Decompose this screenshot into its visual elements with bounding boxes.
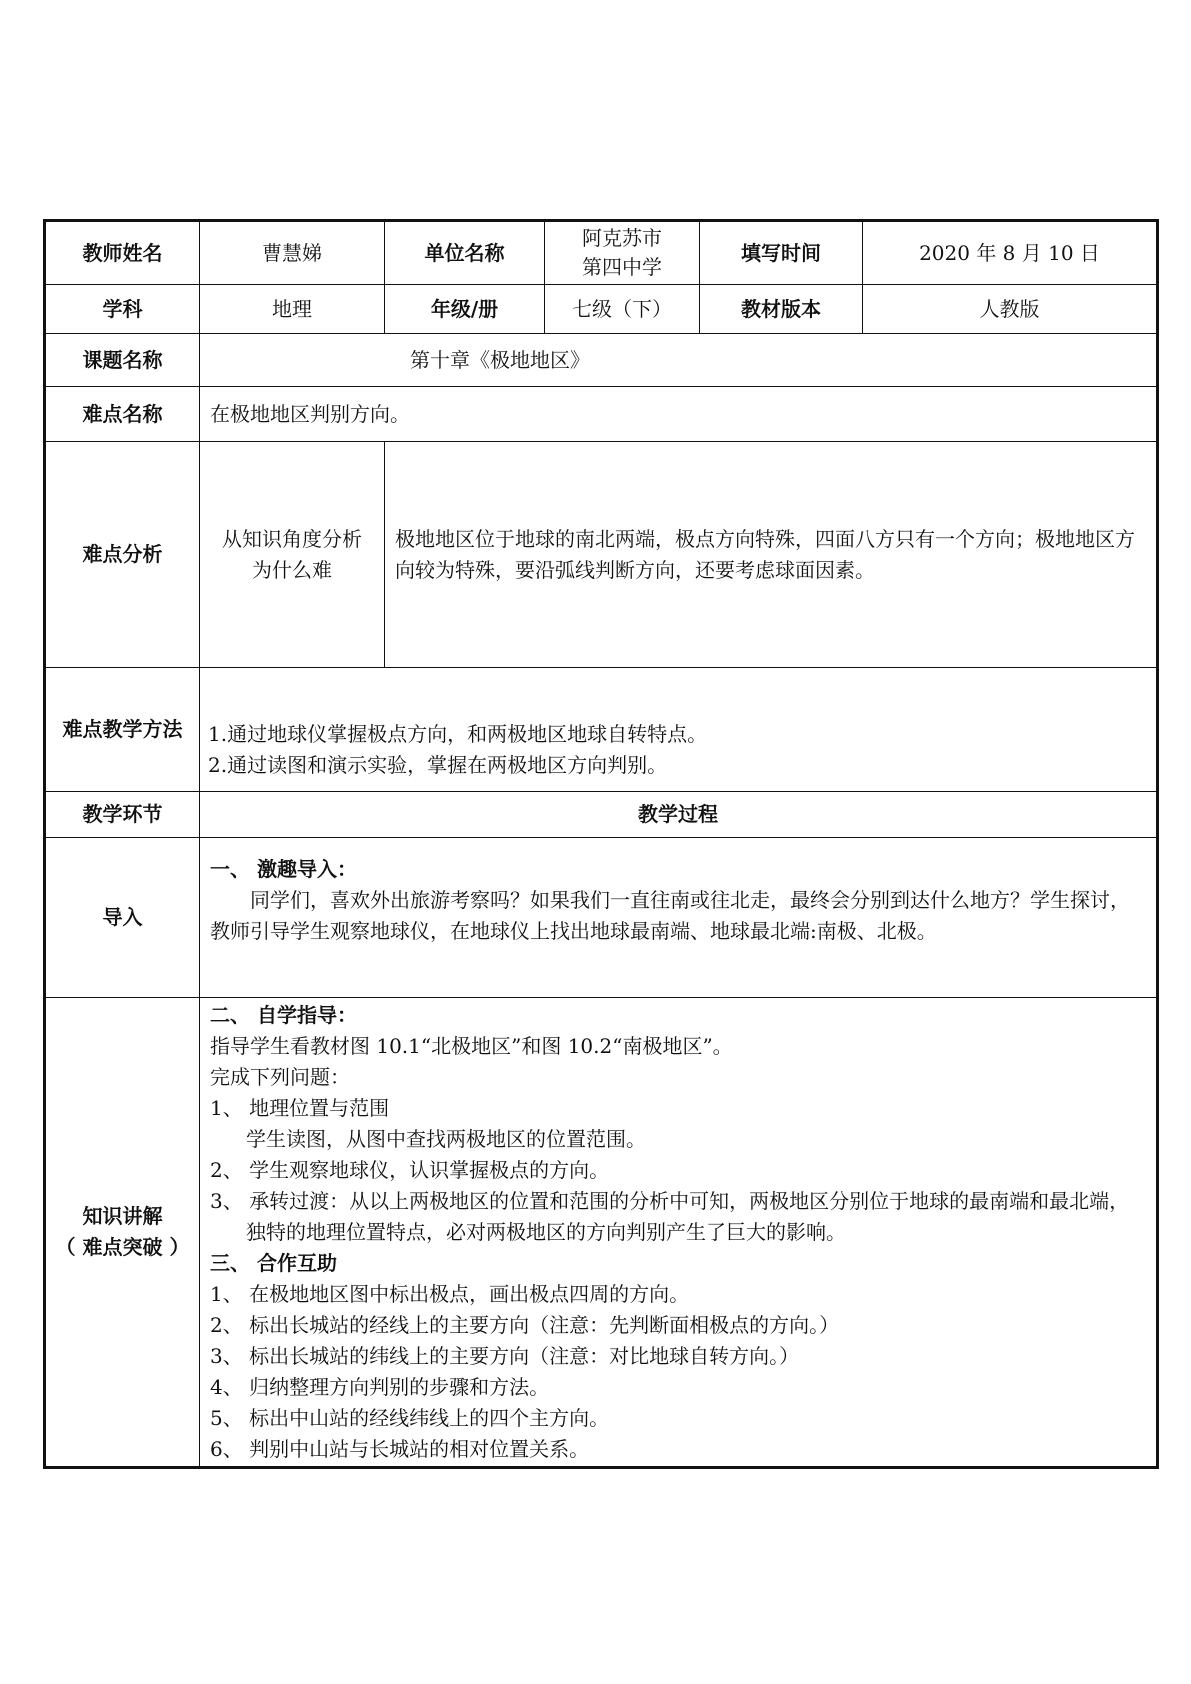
coop-item-6: 6、 判别中山站与长城站的相对位置关系。 — [210, 1437, 590, 1461]
difficulty-row — [45, 387, 1158, 442]
self-study-heading: 二、 自学指导： — [210, 1003, 357, 1027]
coop-item-3: 3、 标出长城站的纬线上的主要方向（注意：对比地球自转方向。） — [210, 1344, 800, 1368]
method-cell — [200, 668, 1158, 792]
difficulty-value: 在极地地区判别方向。 — [200, 387, 1158, 442]
coop-item-1: 1、 在极地地区图中标出极点，画出极点四周的方向。 — [210, 1282, 690, 1306]
intro-stage-label: 导入 — [45, 838, 200, 998]
process-column-label: 教学过程 — [200, 792, 1158, 838]
textbook-label: 教材版本 — [700, 285, 863, 334]
analysis-text: 极地地区位于地球的南北两端，极点方向特殊，四面八方只有一个方向；极地地区方向较为特殊，要沿弧线判断方向，还要考虑球面因素。 — [385, 442, 1158, 668]
textbook-value: 人教版 — [863, 285, 1158, 334]
knowledge-row — [45, 998, 1158, 1468]
knowledge-stage-line2: （ 难点突破 ） — [55, 1235, 190, 1259]
analysis-row — [45, 442, 1158, 668]
teacher-name-value: 曹慧娣 — [200, 221, 385, 285]
analysis-sub-label-line1: 从知识角度分析 — [222, 526, 362, 551]
analysis-sub-label — [200, 442, 385, 668]
unit-name-line1: 阿克苏市 — [582, 226, 662, 250]
grade-value: 七级（下） — [545, 285, 700, 334]
unit-name-value — [545, 221, 700, 285]
topic-label: 课题名称 — [45, 334, 200, 387]
subject-value: 地理 — [200, 285, 385, 334]
self-study-complete: 完成下列问题： — [210, 1065, 350, 1089]
question-3: 3、 承转过渡：从以上两极地区的位置和范围的分析中可知，两极地区分别位于地球的最南端和最北端，独特的地理位置特点，必对两极地区的方向判别产生了巨大的影响。 — [210, 1189, 1130, 1244]
coop-item-5: 5、 标出中山站的经线纬线上的四个主方向。 — [210, 1406, 610, 1430]
header-row-2 — [45, 285, 1158, 334]
knowledge-content — [200, 998, 1158, 1468]
fill-date-label: 填写时间 — [700, 221, 863, 285]
question-1: 1、 地理位置与范围 — [210, 1096, 390, 1120]
fill-date-value: 2020 年 8 月 10 日 — [863, 221, 1158, 285]
topic-value: 第十章《极地地区》 — [410, 347, 590, 372]
teacher-name-label: 教师姓名 — [45, 221, 200, 285]
subject-label: 学科 — [45, 285, 200, 334]
knowledge-stage-line1: 知识讲解 — [82, 1204, 163, 1228]
knowledge-stage-label — [45, 998, 200, 1468]
coop-item-2: 2、 标出长城站的经线上的主要方向（注意：先判断面相极点的方向。） — [210, 1313, 840, 1337]
intro-paragraph: 同学们，喜欢外出旅游考察吗？如果我们一直往南或往北走，最终会分别到达什么地方？学生探讨，教师引导学生观察地球仪，在地球仪上找出地球最南端、地球最北端:南极、北极。 — [210, 888, 1130, 943]
question-1-detail: 学生读图，从图中查找两极地区的位置范围。 — [246, 1127, 646, 1151]
method-line-2: 2.通过读图和演示实验，掌握在两极地区方向判别。 — [208, 752, 668, 777]
analysis-sub-label-line2: 为什么难 — [252, 557, 332, 582]
intro-heading: 一、 激趣导入： — [210, 857, 357, 881]
header-row-1 — [45, 221, 1158, 285]
topic-cell — [200, 334, 1158, 387]
method-row — [45, 668, 1158, 792]
method-label: 难点教学方法 — [45, 668, 200, 792]
stage-column-label: 教学环节 — [45, 792, 200, 838]
method-line-1: 1.通过地球仪掌握极点方向，和两极地区地球自转特点。 — [208, 721, 708, 746]
cooperation-heading: 三、 合作互助 — [210, 1251, 337, 1275]
intro-row — [45, 838, 1158, 998]
coop-item-4: 4、 归纳整理方向判别的步骤和方法。 — [210, 1375, 550, 1399]
lesson-plan-table — [43, 219, 1159, 1469]
lesson-plan-form — [43, 219, 1156, 1469]
difficulty-label: 难点名称 — [45, 387, 200, 442]
question-2: 2、 学生观察地球仪，认识掌握极点的方向。 — [210, 1158, 610, 1182]
unit-name-line2: 第四中学 — [582, 255, 662, 279]
analysis-label: 难点分析 — [45, 442, 200, 668]
intro-content — [200, 838, 1158, 998]
process-header-row — [45, 792, 1158, 838]
unit-name-label: 单位名称 — [385, 221, 545, 285]
self-study-guide: 指导学生看教材图 10.1“北极地区”和图 10.2“南极地区”。 — [210, 1034, 733, 1058]
grade-label: 年级/册 — [385, 285, 545, 334]
topic-row — [45, 334, 1158, 387]
